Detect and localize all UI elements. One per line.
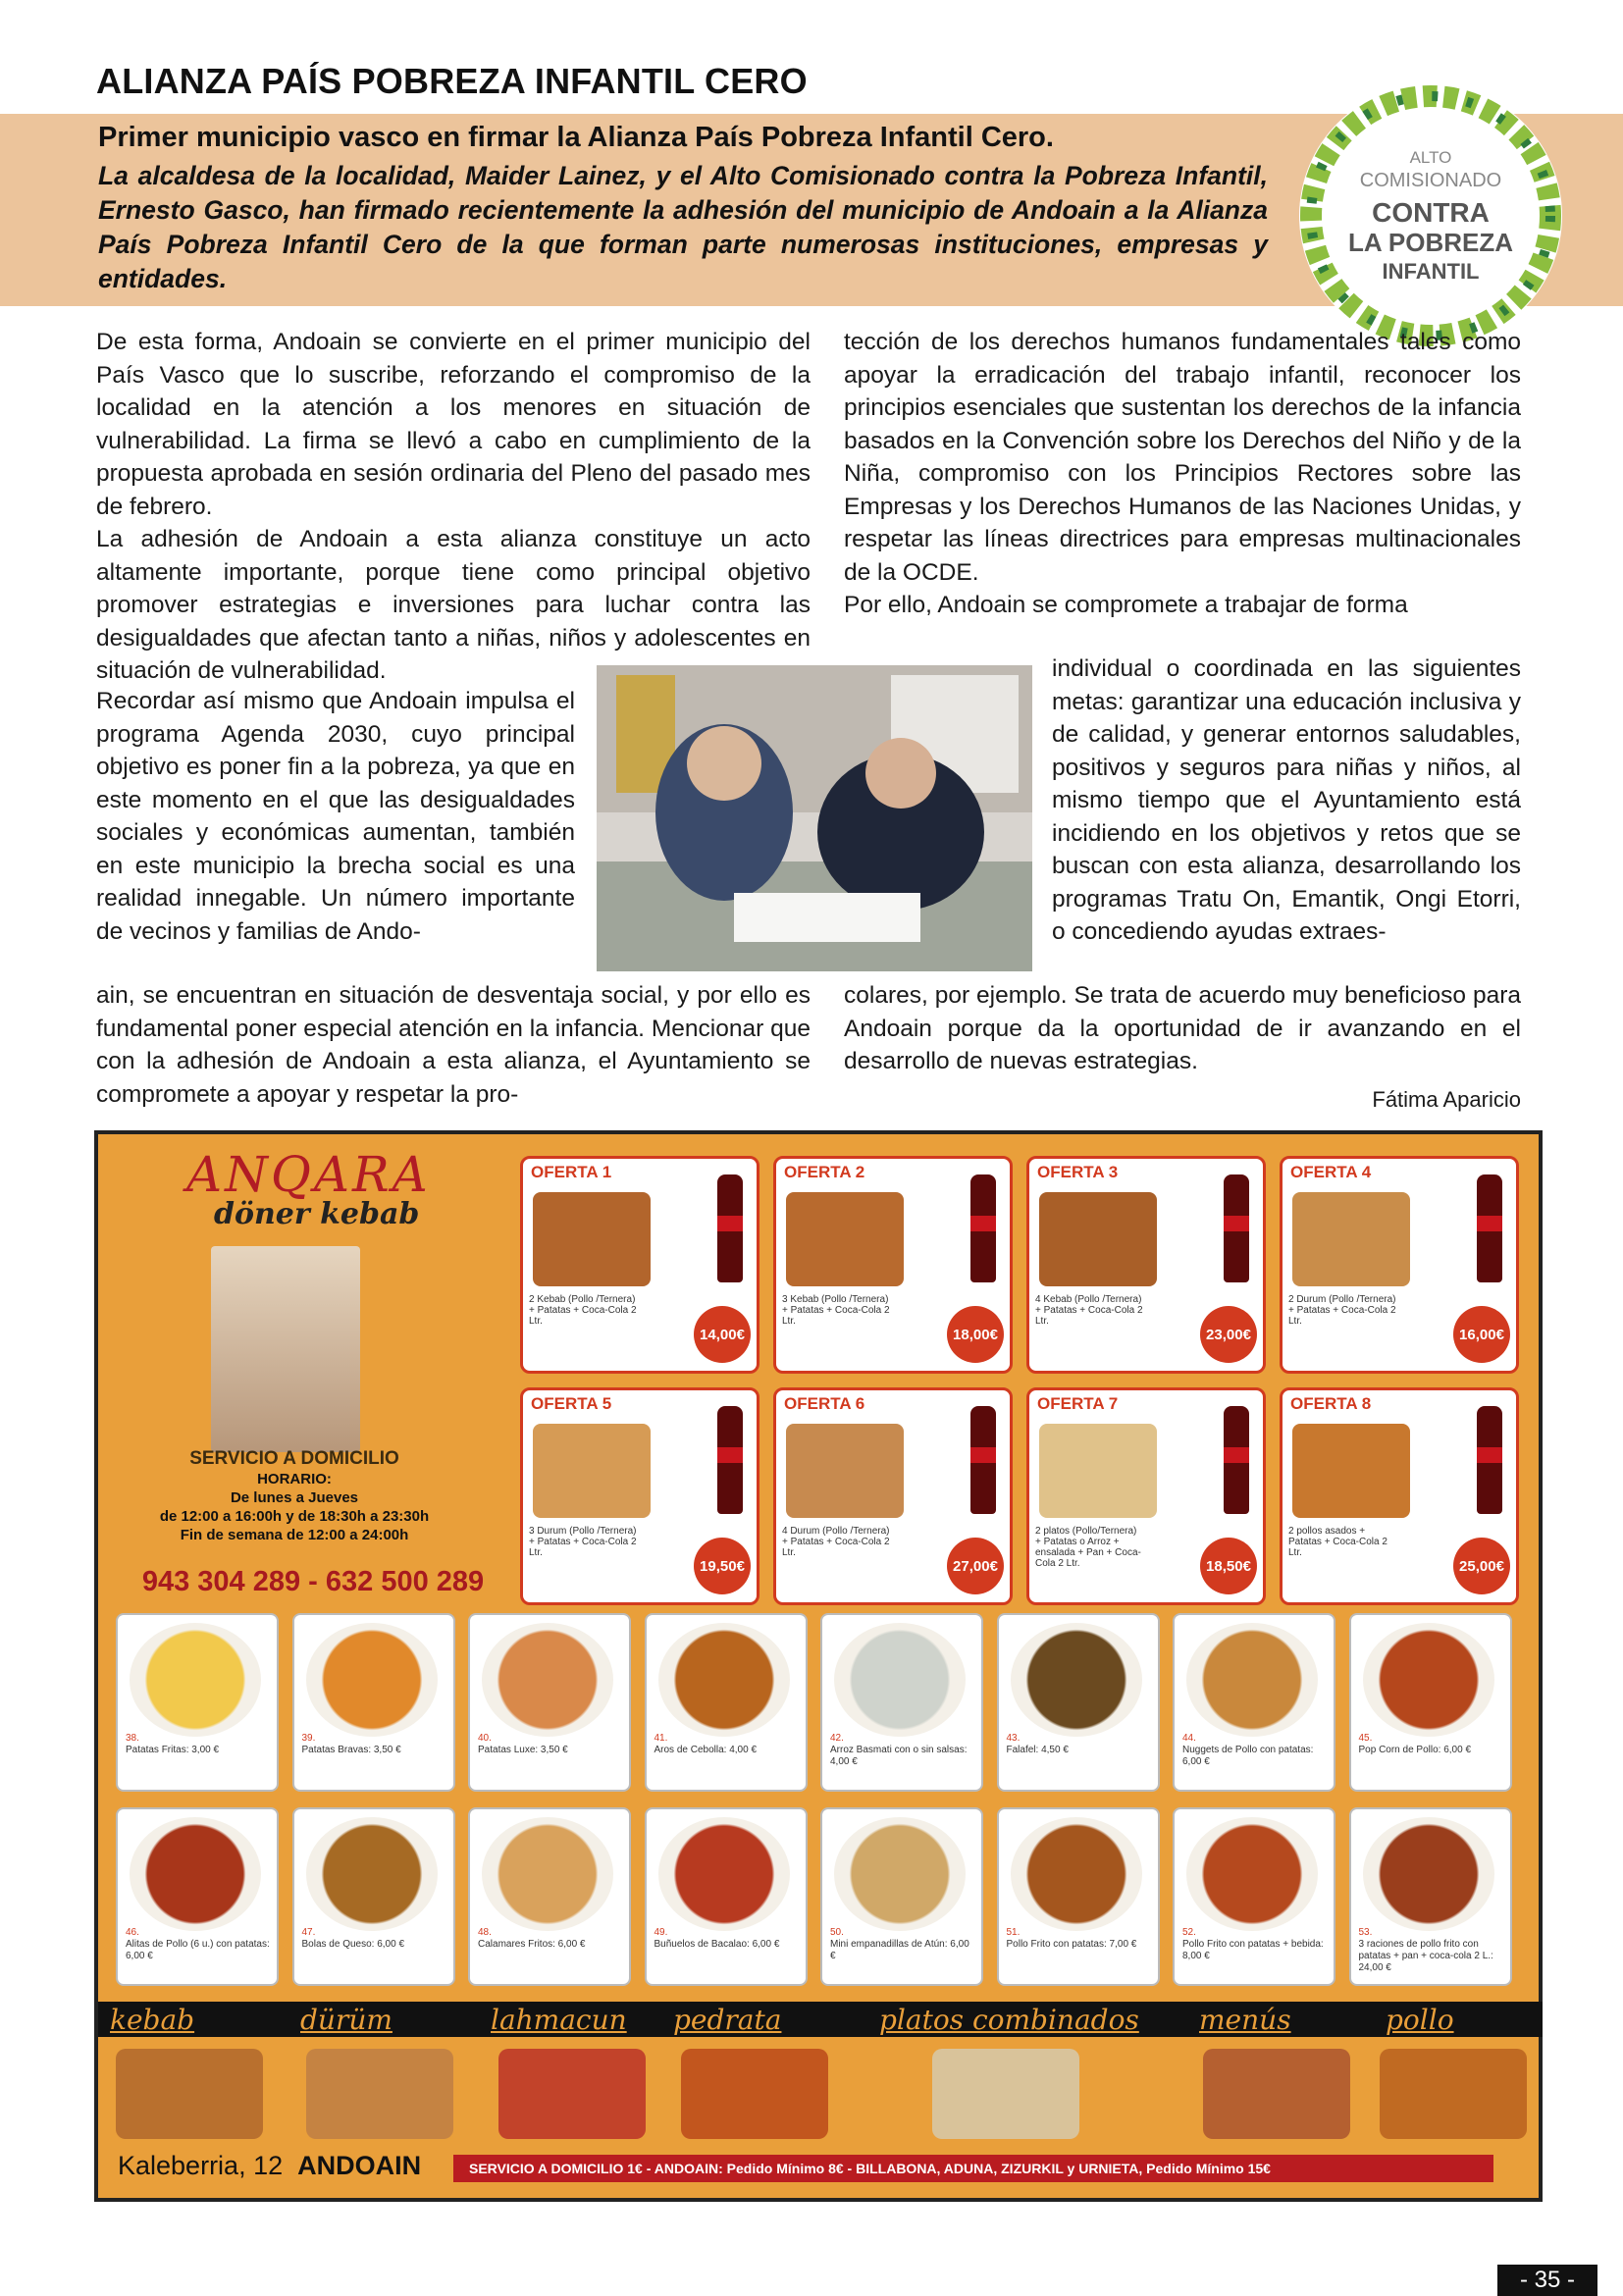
menu-item-image xyxy=(482,1817,613,1931)
offer-card xyxy=(1026,1156,1266,1374)
menu-item-image xyxy=(834,1623,966,1737)
offer-food-image xyxy=(786,1192,904,1286)
logo-line-5: INFANTIL xyxy=(1382,259,1480,284)
hours-label: HORARIO: xyxy=(257,1471,332,1487)
hours-times: de 12:00 a 16:00h y de 18:30h a 23:30h xyxy=(159,1508,430,1525)
offer-price: 19,50€ xyxy=(694,1538,751,1594)
menu-item-card xyxy=(645,1807,808,1986)
offer-description: 4 Kebab (Pollo /Ternera) + Patatas + Coca-Cola 2 Ltr. xyxy=(1035,1294,1143,1327)
menu-item-number: 45. xyxy=(1358,1733,1373,1744)
offer-food-image xyxy=(1039,1424,1157,1518)
menu-item-number: 42. xyxy=(830,1733,844,1744)
lead-title: Primer municipio vasco en firmar la Alianza País Pobreza Infantil Cero. xyxy=(98,122,1054,153)
menu-item-label: Calamares Fritos: 6,00 € xyxy=(478,1939,586,1950)
menu-item-number: 39. xyxy=(301,1733,316,1744)
menu-item-card xyxy=(1349,1807,1512,1986)
logo-line-1: ALTO xyxy=(1409,148,1452,167)
offer-price: 23,00€ xyxy=(1200,1306,1257,1363)
menu-item-label: Mini empanadillas de Atún: 6,00 € xyxy=(830,1939,969,1961)
delivery-title: SERVICIO A DOMICILIO xyxy=(189,1448,399,1469)
offer-food-image xyxy=(533,1424,651,1518)
menu-item-card xyxy=(468,1613,631,1792)
menu-item-card xyxy=(820,1613,983,1792)
menu-item-card xyxy=(292,1807,455,1986)
menu-item-label: Aros de Cebolla: 4,00 € xyxy=(654,1745,758,1755)
menu-item-label: 3 raciones de pollo frito con patatas + pan + coca-cola 2 L.: 24,00 € xyxy=(1358,1939,1493,1973)
menu-item-image xyxy=(482,1623,613,1737)
menu-item-image xyxy=(1363,1623,1494,1737)
alto-comisionado-logo xyxy=(1297,82,1564,349)
address-street: Kaleberria, 12 xyxy=(118,2151,284,2180)
category-image xyxy=(498,2049,646,2139)
ad-brand-subtitle: döner kebab xyxy=(214,1197,420,1231)
article-column-1 xyxy=(96,326,811,688)
offer-title: OFERTA 8 xyxy=(1290,1394,1372,1413)
paragraph: La adhesión de Andoain a esta alianza constituye un acto altamente importante, porque tiene como principal objetivo promover estrategias e inversiones para luchar contra las desigualdades que afectan tanto a niñas, niños y adolescentes en situación de vulnerabilidad. xyxy=(96,526,811,684)
category-label: dürüm xyxy=(300,2004,393,2036)
category-label: platos combinados xyxy=(879,2004,1139,2036)
menu-item-number: 44. xyxy=(1182,1733,1196,1744)
menu-item-number: 48. xyxy=(478,1927,492,1938)
category-image xyxy=(306,2049,453,2139)
hours-weekdays: De lunes a Jueves xyxy=(230,1489,359,1506)
cola-bottle-icon xyxy=(1477,1406,1502,1514)
paragraph: individual o coordinada en las siguientes metas: garantizar una educación inclusiva y de calidad, y generar entornos saludables, positivos y seguros para niñas y niños, al mismo tiempo que el Ayuntamiento está incidiendo en los objetivos y retos que se buscan con esta alianza, desarrollando los programas Tratu On, Emantik, Ongi Etorri, o concediendo ayudas extraes- xyxy=(1052,655,1521,945)
cola-bottle-icon xyxy=(717,1406,743,1514)
category-label: pedrata xyxy=(673,2004,782,2036)
category-label: menús xyxy=(1199,2004,1291,2036)
menu-item-image xyxy=(130,1817,261,1931)
menu-item-number: 46. xyxy=(126,1927,139,1938)
menu-item-image xyxy=(1363,1817,1494,1931)
logo-line-2: COMISIONADO xyxy=(1359,170,1502,191)
logo-line-3: CONTRA xyxy=(1372,197,1490,228)
menu-item-number: 47. xyxy=(301,1927,316,1938)
menu-item-card xyxy=(116,1613,279,1792)
paragraph: colares, por ejemplo. Se trata de acuerdo muy beneficioso para Andoain porque da la oportunidad de ir avanzando en el desarrollo de nuevas estrategias. xyxy=(844,982,1521,1074)
offer-title: OFERTA 3 xyxy=(1037,1163,1119,1181)
offer-title: OFERTA 1 xyxy=(531,1163,612,1181)
offer-description: 2 platos (Pollo/Ternera) + Patatas o Arroz + ensalada + Pan + Coca-Cola 2 Ltr. xyxy=(1035,1526,1141,1569)
menu-item-card xyxy=(820,1807,983,1986)
logo-line-4: LA POBREZA xyxy=(1347,228,1514,257)
paragraph: ain, se encuentran en situación de desventaja social, y por ello es fundamental poner especial atención en la infancia. Mencionar que con la adhesión de Andoain a esta alianza, el Ayuntamiento se compromete a apoyar y respetar la pro- xyxy=(96,982,811,1108)
menu-item-card xyxy=(468,1807,631,1986)
menu-item-number: 52. xyxy=(1182,1927,1196,1938)
offer-card xyxy=(773,1156,1013,1374)
menu-item-label: Pollo Frito con patatas: 7,00 € xyxy=(1006,1939,1137,1950)
offer-price: 27,00€ xyxy=(947,1538,1004,1594)
menu-item-label: Alitas de Pollo (6 u.) con patatas: 6,00 € xyxy=(126,1939,270,1961)
offer-card xyxy=(520,1387,759,1605)
offer-food-image xyxy=(1292,1192,1410,1286)
offer-description: 2 Kebab (Pollo /Ternera) + Patatas + Coca-Cola 2 Ltr. xyxy=(529,1294,637,1327)
offer-title: OFERTA 7 xyxy=(1037,1394,1119,1413)
paragraph: Recordar así mismo que Andoain impulsa el programa Agenda 2030, cuyo principal objetivo es poner fin a la pobreza, ya que en este momento en el que las desigualdades sociales y económicas aumentan, también en este municipio la brecha social es una realidad innegable. Un número importante de vecinos y familias de Ando- xyxy=(96,688,575,945)
offer-card xyxy=(1026,1387,1266,1605)
offer-card xyxy=(773,1387,1013,1605)
menu-item-card xyxy=(997,1807,1160,1986)
menu-item-label: Buñuelos de Bacalao: 6,00 € xyxy=(654,1939,780,1950)
paragraph: De esta forma, Andoain se convierte en el primer municipio del País Vasco que lo suscribe, reforzando el compromiso de la localidad en la atención a los menores en situación de vulnerabilidad. La firma se llevó a cabo en cumplimiento de la propuesta aprobada en sesión ordinaria del Pleno del pasado mes de febrero. xyxy=(96,329,811,520)
menu-item-card xyxy=(1173,1613,1335,1792)
menu-item-label: Nuggets de Pollo con patatas: 6,00 € xyxy=(1182,1745,1314,1767)
category-image xyxy=(1203,2049,1350,2139)
offer-price: 25,00€ xyxy=(1453,1538,1510,1594)
offer-description: 3 Kebab (Pollo /Ternera) + Patatas + Coca-Cola 2 Ltr. xyxy=(782,1294,890,1327)
page-number: - 35 - xyxy=(1497,2265,1597,2296)
menu-item-label: Pollo Frito con patatas + bebida: 8,00 € xyxy=(1182,1939,1324,1961)
menu-item-image xyxy=(1186,1623,1318,1737)
article-column-2 xyxy=(844,326,1521,622)
offer-description: 4 Durum (Pollo /Ternera) + Patatas + Coca-Cola 2 Ltr. xyxy=(782,1526,890,1558)
menu-item-image xyxy=(130,1623,261,1737)
ad-address xyxy=(118,2151,421,2181)
offer-food-image xyxy=(786,1424,904,1518)
offer-food-image xyxy=(1292,1424,1410,1518)
article-column-2-wrap xyxy=(1052,652,1521,949)
menu-item-image xyxy=(306,1817,438,1931)
menu-item-image xyxy=(306,1623,438,1737)
menu-item-number: 38. xyxy=(126,1733,139,1744)
menu-item-card xyxy=(1349,1613,1512,1792)
article-column-1-wrap xyxy=(96,685,575,948)
paragraph: tección de los derechos humanos fundamentales tales como apoyar la erradicación del trabajo infantil, reconocer los principios esenciales que sustentan los derechos de la infancia basados en la Convención sobre los Derechos del Niño y de la Niña, compromiso con los Principios Rectores sobre las Empresas y los Derechos Humanos de las Naciones Unidas, y respetar las líneas directrices para empresas multinacionales de la OCDE. xyxy=(844,329,1521,586)
ad-phones: 943 304 289 - 632 500 289 xyxy=(141,1566,485,1597)
menu-item-label: Patatas Bravas: 3,50 € xyxy=(301,1745,401,1755)
category-label: kebab xyxy=(110,2004,195,2036)
cola-bottle-icon xyxy=(1224,1174,1249,1282)
menu-item-card xyxy=(645,1613,808,1792)
article-headline: ALIANZA PAÍS POBREZA INFANTIL CERO xyxy=(96,61,808,101)
menu-item-image xyxy=(658,1623,790,1737)
offer-price: 18,00€ xyxy=(947,1306,1004,1363)
address-town: ANDOAIN xyxy=(297,2151,422,2180)
menu-item-number: 53. xyxy=(1358,1927,1373,1938)
signing-photo xyxy=(597,665,1032,971)
menu-item-label: Pop Corn de Pollo: 6,00 € xyxy=(1358,1745,1472,1755)
cola-bottle-icon xyxy=(970,1174,996,1282)
menu-item-label: Arroz Basmati con o sin salsas: 4,00 € xyxy=(830,1745,968,1767)
menu-item-label: Falafel: 4,50 € xyxy=(1006,1745,1069,1755)
menu-item-number: 41. xyxy=(654,1733,668,1744)
cola-bottle-icon xyxy=(1224,1406,1249,1514)
category-image xyxy=(1380,2049,1527,2139)
category-label: pollo xyxy=(1386,2004,1454,2036)
offer-price: 16,00€ xyxy=(1453,1306,1510,1363)
menu-item-number: 43. xyxy=(1006,1733,1021,1744)
offer-price: 14,00€ xyxy=(694,1306,751,1363)
paragraph: Por ello, Andoain se compromete a trabajar de forma xyxy=(844,592,1408,618)
offer-title: OFERTA 6 xyxy=(784,1394,865,1413)
offer-food-image xyxy=(1039,1192,1157,1286)
menu-item-label: Bolas de Queso: 6,00 € xyxy=(301,1939,405,1950)
category-image xyxy=(681,2049,828,2139)
offer-title: OFERTA 5 xyxy=(531,1394,612,1413)
menu-item-image xyxy=(1011,1817,1142,1931)
article-column-2-end xyxy=(844,979,1521,1078)
menu-item-card xyxy=(1173,1807,1335,1986)
menu-item-number: 50. xyxy=(830,1927,844,1938)
menu-item-card xyxy=(292,1613,455,1792)
offer-description: 2 Durum (Pollo /Ternera) + Patatas + Coca-Cola 2 Ltr. xyxy=(1288,1294,1396,1327)
menu-item-card xyxy=(116,1807,279,1986)
offer-food-image xyxy=(533,1192,651,1286)
menu-item-number: 49. xyxy=(654,1927,668,1938)
menu-item-label: Patatas Fritas: 3,00 € xyxy=(126,1745,220,1755)
chef-photo xyxy=(211,1246,360,1452)
menu-item-number: 51. xyxy=(1006,1927,1021,1938)
cola-bottle-icon xyxy=(970,1406,996,1514)
delivery-info xyxy=(128,1448,461,1544)
offer-card xyxy=(1280,1387,1519,1605)
menu-item-label: Patatas Luxe: 3,50 € xyxy=(478,1745,568,1755)
offer-price: 18,50€ xyxy=(1200,1538,1257,1594)
article-author: Fátima Aparicio xyxy=(1372,1087,1521,1112)
offer-description: 3 Durum (Pollo /Ternera) + Patatas + Coca-Cola 2 Ltr. xyxy=(529,1526,637,1558)
cola-bottle-icon xyxy=(717,1174,743,1282)
category-image xyxy=(116,2049,263,2139)
ad-brand: ANQARA xyxy=(186,1146,431,1203)
offer-description: 2 pollos asados + Patatas + Coca-Cola 2 Ltr. xyxy=(1288,1526,1387,1558)
menu-item-image xyxy=(1186,1817,1318,1931)
category-label: lahmacun xyxy=(491,2004,627,2036)
menu-item-image xyxy=(1011,1623,1142,1737)
offer-card xyxy=(1280,1156,1519,1374)
menu-item-image xyxy=(834,1817,966,1931)
offer-title: OFERTA 4 xyxy=(1290,1163,1372,1181)
menu-item-image xyxy=(658,1817,790,1931)
hours-weekend: Fin de semana de 12:00 a 24:00h xyxy=(180,1527,409,1543)
category-image xyxy=(932,2049,1079,2139)
delivery-conditions: SERVICIO A DOMICILIO 1€ - ANDOAIN: Pedido Mínimo 8€ - BILLABONA, ADUNA, ZIZURKIL y URNIETA, Pedido Mínimo 15€ xyxy=(453,2155,1493,2182)
lead-body: La alcaldesa de la localidad, Maider Lainez, y el Alto Comisionado contra la Pobreza Infantil, Ernesto Gasco, han firmado recientemente la adhesión del municipio de Andoain a la Alianza País Pobreza Infantil Cero de la que forman parte numerosas instituciones, empresas y entidades. xyxy=(98,161,1268,293)
article-column-1-end xyxy=(96,979,811,1111)
offer-title: OFERTA 2 xyxy=(784,1163,865,1181)
menu-item-number: 40. xyxy=(478,1733,492,1744)
menu-item-card xyxy=(997,1613,1160,1792)
cola-bottle-icon xyxy=(1477,1174,1502,1282)
offer-card xyxy=(520,1156,759,1374)
